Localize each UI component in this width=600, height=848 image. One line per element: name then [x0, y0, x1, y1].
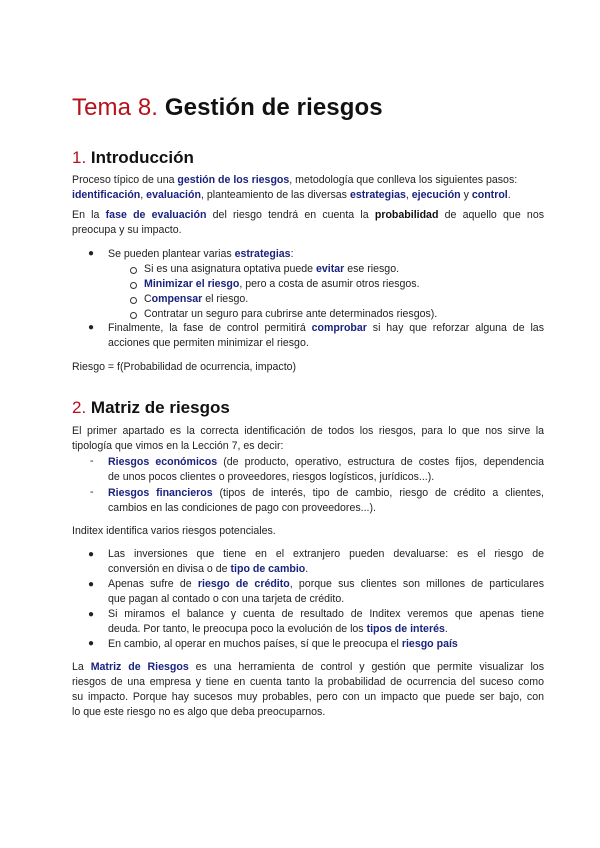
- bullet-dot: ●: [88, 322, 95, 333]
- s1-bullet-2: Finalmente, la fase de control permitirá comprobar si hay que reforzar alguna de las acciones que permiten minimizar el riesgo.: [108, 322, 544, 349]
- bullet-dot: ●: [88, 638, 95, 649]
- s2-paragraph-3: La Matriz de Riesgos es una herramienta de control y gestión que permite visualizar los riesgos de una empresa y tiene en cuenta tanto la probabilidad de ocurrencia del suceso como su impacto. Porque hay sucesos muy probables, pero con un impacto que puede ser bajo, con lo que este riesgo no es algo que deba preocuparnos.: [72, 661, 544, 718]
- dash-bullet: -: [90, 486, 94, 498]
- dash-bullet: -: [90, 455, 94, 467]
- s1-paragraph-2: En la fase de evaluación del riesgo tendrá en cuenta la probabilidad de aquello que nos preocupa y su impacto.: [72, 209, 545, 236]
- section-1-number: 1.: [72, 148, 87, 167]
- s2-dash-2: Riesgos financieros (tipos de interés, tipo de cambio, riesgo de crédito a clientes, cambios en las condiciones de pago con proveedores...).: [108, 487, 545, 514]
- circle-bullet-icon: [130, 297, 137, 304]
- risk-formula: Riesgo = f(Probabilidad de ocurrencia, impacto): [72, 361, 297, 373]
- s2-dash-1: Riesgos económicos (de producto, operativo, estructura de costes fijos, dependencia de unos pocos clientes o proveedores, riesgos logísticos, jurídicos...).: [108, 456, 545, 483]
- s1-sub-1: Si es una asignatura optativa puede evitar ese riesgo.: [144, 263, 400, 275]
- s1-paragraph-1: Proceso típico de una gestión de los riesgos, metodología que conlleva los siguientes pasos: identificación, evaluación, planteamiento de las diversas estrategias, ejecución y control.: [72, 174, 518, 201]
- bullet-dot: ●: [88, 248, 95, 259]
- page-title: [72, 94, 383, 122]
- s2-bullet-3: Si miramos el balance y cuenta de resultado de Inditex veremos que apenas tiene deuda. Por tanto, le preocupa poco la evolución de los tipos de interés.: [108, 608, 544, 635]
- bullet-dot: ●: [88, 609, 95, 620]
- s2-bullet-1: Las inversiones que tiene en el extranjero pueden devaluarse: es el riesgo de conversión en divisa o de tipo de cambio.: [108, 548, 544, 575]
- s1-sub-2: Minimizar el riesgo, pero a costa de asumir otros riesgos.: [144, 278, 420, 290]
- s2-bullet-2: Apenas sufre de riesgo de crédito, porque sus clientes son millones de particulares que pagan al contado o con una tarjeta de crédito.: [108, 578, 544, 605]
- s1-sub-3: Compensar el riesgo.: [144, 293, 249, 305]
- circle-bullet-icon: [130, 267, 137, 274]
- section-2-title: Matriz de riesgos: [90, 398, 230, 417]
- bullet-dot: ●: [88, 579, 95, 590]
- circle-bullet-icon: [130, 282, 137, 289]
- s2-paragraph-2: Inditex identifica varios riesgos potenciales.: [72, 525, 276, 537]
- s2-paragraph-1: El primer apartado es la correcta identificación de todos los riesgos, para lo que nos sirve la tipología que vimos en la Lección 7, es decir:: [72, 425, 544, 452]
- section-1-title: Introducción: [90, 148, 194, 167]
- s1-bullet-1: Se pueden plantear varias estrategias:: [108, 248, 294, 260]
- title-text: Gestión de riesgos: [164, 94, 383, 121]
- section-2-number: 2.: [72, 398, 87, 417]
- title-number: Tema 8.: [72, 94, 159, 121]
- s2-bullet-4: En cambio, al operar en muchos países, sí que le preocupa el riesgo país: [108, 638, 458, 650]
- circle-bullet-icon: [130, 312, 137, 319]
- s1-sub-4: Contratar un seguro para cubrirse ante determinados riesgos).: [144, 308, 438, 320]
- section-2-heading: [72, 398, 230, 418]
- section-1-heading: [72, 148, 194, 168]
- bullet-dot: ●: [88, 549, 95, 560]
